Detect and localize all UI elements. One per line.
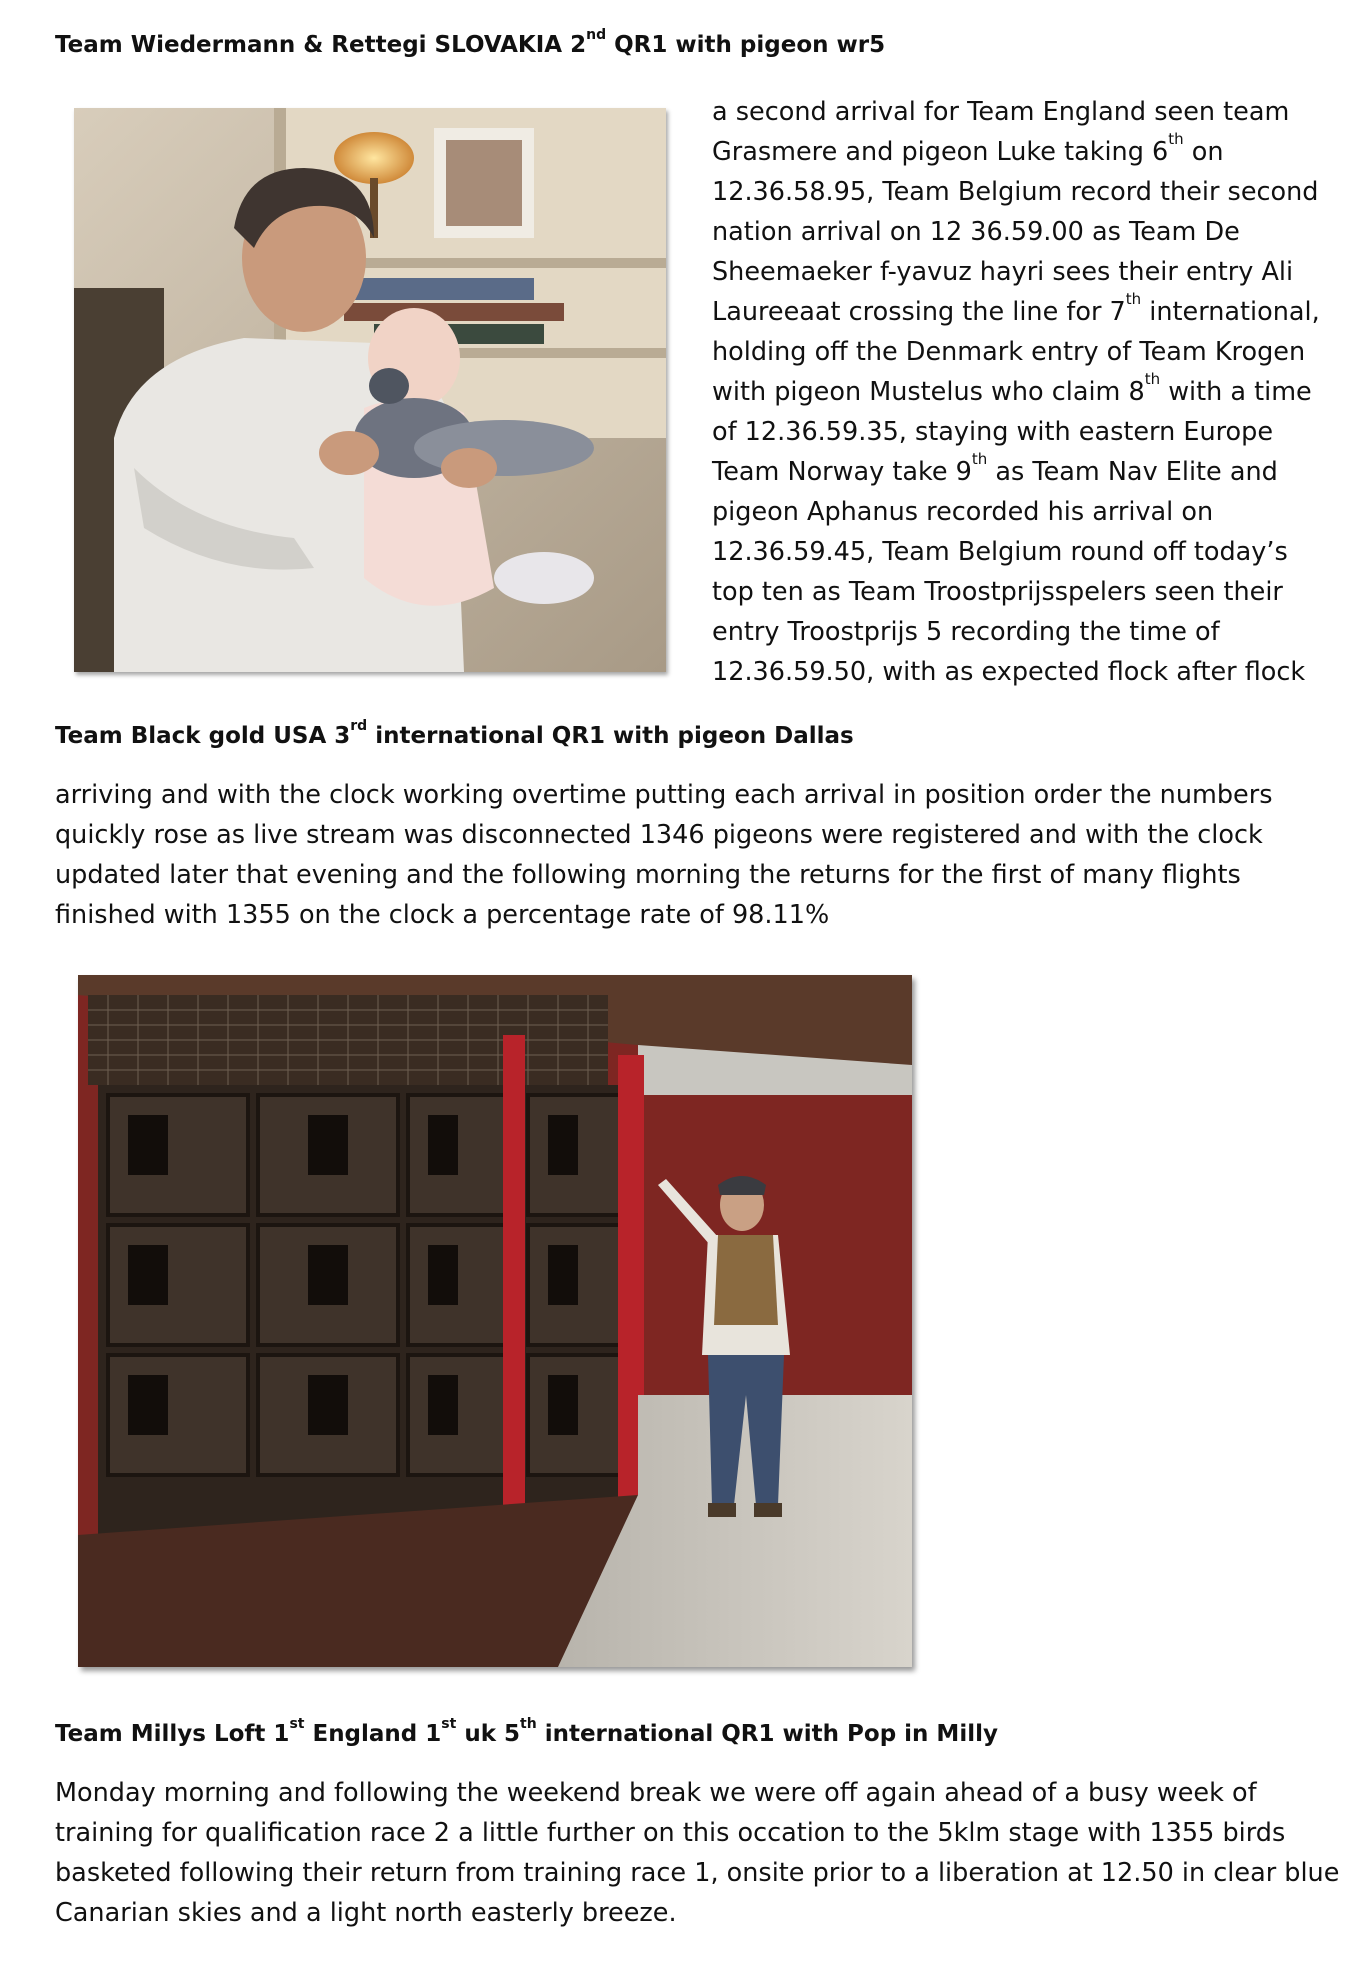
column-text-race-report xyxy=(712,92,1320,692)
heading-text: Team Black gold USA 3 xyxy=(55,723,351,749)
text-run: Sheemaeker f-yavuz hayri sees their entry Ali xyxy=(712,257,1294,287)
ordinal-suffix: th xyxy=(520,1716,537,1732)
text-line xyxy=(712,132,1312,172)
text-run: pigeon Aphanus recorded his arrival on xyxy=(712,497,1214,527)
heading-team-england xyxy=(55,1716,998,1749)
paragraph-monday xyxy=(55,1773,1340,1933)
text-run: top ten as Team Troostprijsspelers seen their xyxy=(712,577,1283,607)
heading-text: international QR1 with pigeon Dallas xyxy=(367,723,854,749)
text-line: Monday morning and following the weekend break we were off again ahead of a busy week of xyxy=(55,1778,1257,1808)
heading-text: international QR1 with Pop in Milly xyxy=(536,1721,998,1747)
text-run: a second arrival for Team England seen team xyxy=(712,97,1290,127)
text-line xyxy=(712,332,1312,372)
text-line: finished with 1355 on the clock a percentage rate of 98.11% xyxy=(55,900,830,930)
text-run: of 12.36.59.35, staying with eastern Europe xyxy=(712,417,1274,447)
ordinal-suffix: th xyxy=(971,450,988,468)
text-run: Team Norway take 9 xyxy=(712,457,972,487)
text-line xyxy=(712,212,1312,252)
heading-team-slovakia xyxy=(55,27,886,60)
text-run: holding off the Denmark entry of Team Krogen xyxy=(712,337,1306,367)
heading-text: England 1 xyxy=(304,1721,442,1747)
text-run: entry Troostprijs 5 recording the time of xyxy=(712,617,1220,647)
text-line xyxy=(712,412,1312,452)
text-line: quickly rose as live stream was disconnected 1346 pigeons were registered and with the clock xyxy=(55,820,1263,850)
text-line xyxy=(712,492,1312,532)
text-line: arriving and with the clock working overtime putting each arrival in position order the numbers xyxy=(55,780,1273,810)
text-line xyxy=(712,612,1312,652)
ordinal-suffix: th xyxy=(1144,370,1161,388)
ordinal-suffix: nd xyxy=(586,27,607,43)
photo-man-baby-pigeon-image xyxy=(74,108,666,672)
text-run: on xyxy=(1183,137,1224,167)
ordinal-suffix: th xyxy=(1125,290,1142,308)
text-run: with pigeon Mustelus who claim 8 xyxy=(712,377,1145,407)
text-run: Grasmere and pigeon Luke taking 6 xyxy=(712,137,1169,167)
text-line xyxy=(712,290,1320,332)
text-line: training for qualification race 2 a little further on this occation to the 5klm stage with 1355 birds xyxy=(55,1818,1286,1848)
heading-text: QR1 with pigeon wr5 xyxy=(606,32,886,58)
text-run: nation arrival on 12 36.59.00 as Team De xyxy=(712,217,1240,247)
text-line xyxy=(712,572,1312,612)
ordinal-suffix: st xyxy=(441,1716,457,1732)
text-run: international, xyxy=(1141,297,1320,327)
heading-team-usa xyxy=(55,718,854,751)
text-run: 12.36.59.45, Team Belgium round off today’s xyxy=(712,537,1288,567)
text-run: 12.36.59.50, with as expected flock after flock xyxy=(712,657,1306,687)
text-run: Laureeaat crossing the line for 7 xyxy=(712,297,1126,327)
ordinal-suffix: rd xyxy=(350,718,368,734)
text-line: basketed following their return from training race 1, onsite prior to a liberation at 12.50 in clear blue xyxy=(55,1858,1340,1888)
text-run: as Team Nav Elite and xyxy=(987,457,1278,487)
ordinal-suffix: st xyxy=(289,1716,305,1732)
text-line xyxy=(712,532,1312,572)
photo-man-baby-pigeon xyxy=(74,108,666,672)
heading-text: Team Millys Loft 1 xyxy=(55,1721,290,1747)
paragraph-arrivals xyxy=(55,775,1315,935)
heading-text: uk 5 xyxy=(456,1721,521,1747)
heading-text: Team Wiedermann & Rettegi SLOVAKIA 2 xyxy=(55,32,587,58)
text-run: 12.36.58.95, Team Belgium record their second xyxy=(712,177,1319,207)
text-line xyxy=(712,652,1312,692)
text-line xyxy=(712,172,1319,212)
text-line xyxy=(712,372,1312,412)
photo-pigeon-loft xyxy=(78,975,912,1667)
text-line xyxy=(712,452,1312,492)
text-line xyxy=(712,92,1312,132)
text-run: with a time xyxy=(1160,377,1312,407)
ordinal-suffix: th xyxy=(1168,130,1184,148)
photo-pigeon-loft-image xyxy=(78,975,912,1667)
text-line xyxy=(712,252,1312,292)
text-line: Canarian skies and a light north easterly breeze. xyxy=(55,1898,677,1928)
text-line: updated later that evening and the following morning the returns for the first of many flights xyxy=(55,860,1241,890)
